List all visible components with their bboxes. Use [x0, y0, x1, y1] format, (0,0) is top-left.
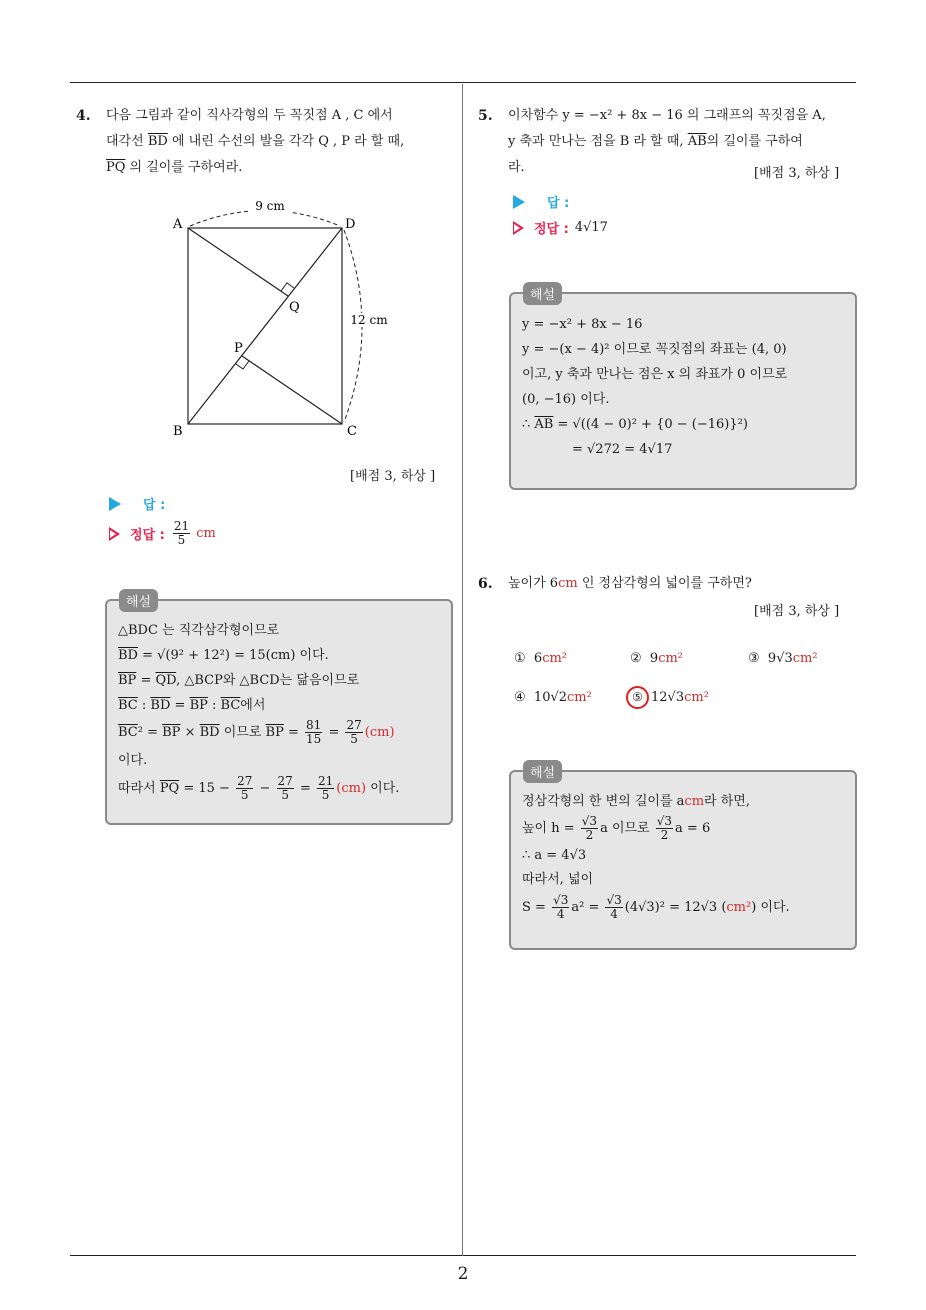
label-9cm: 9 cm — [255, 199, 285, 213]
q4-rectangle-figure — [165, 195, 395, 445]
choice-5-selected[interactable]: ⑤ 12√3cm² — [626, 686, 709, 709]
q6-question-text: 높이가 6cm 인 정삼각형의 넓이를 구하면? — [508, 576, 752, 591]
q6-solution-tag: 해설 — [523, 760, 562, 783]
q4-correct-label: 정답 : — [130, 528, 165, 543]
page-number: 2 — [457, 1264, 469, 1284]
q4-solution-tag: 해설 — [119, 589, 158, 612]
label-12cm: 12 cm — [350, 313, 388, 327]
q4-text-line3: $\overline{PQ}$ 의 길이를 구하여라. — [106, 160, 243, 175]
q5-answer-row — [513, 192, 569, 211]
q4-correct-value: $\frac{21}{5}$ cm — [173, 519, 216, 547]
label-p: P — [234, 341, 243, 356]
q5-solution-tag: 해설 — [523, 282, 562, 305]
perpendicular-aq — [188, 228, 288, 296]
q5-correct-label: 정답 : — [534, 222, 569, 237]
q4-text-line1: 다음 그림과 같이 직사각형의 두 꼭짓점 A , C 에서 — [106, 108, 393, 123]
q5-score: [배점 3, 하상 ] — [754, 166, 840, 181]
answer-arrow-icon — [513, 195, 525, 209]
q5-solution-text: y = −x² + 8x − 16 y = −(x − 4)² 이므로 꼭짓점의 좌표는 (4, 0) 이고, y 축과 만나는 점은 x 의 좌표가 0 이므로 (0, −16) 이다. ∴ $\overline{AB} = √((4 - 0)^2 + \{0 - (-16)\}^2)$ = √272 = 4√17 — [522, 317, 788, 457]
column-divider — [462, 84, 463, 1256]
q4-question-text — [106, 103, 456, 181]
segment-bd: $\overline{BD}$ — [147, 134, 168, 149]
q4-answer-row — [109, 494, 165, 513]
q5-text-line1: 이차함수 y = −x² + 8x − 16 의 그래프의 꼭짓점을 A, — [508, 108, 826, 123]
correct-arrow-icon — [513, 221, 524, 235]
bottom-rule — [70, 1255, 856, 1256]
q4-number: 4. — [76, 108, 91, 124]
q5-answer-label: 답 : — [547, 196, 570, 211]
q5-number: 5. — [478, 108, 493, 124]
top-rule — [70, 82, 856, 83]
segment-ab: $\overline{AB}$ — [687, 134, 707, 149]
label-b: B — [173, 424, 183, 439]
right-angle-p — [236, 361, 249, 369]
answer-arrow-icon — [109, 497, 121, 511]
choice-3[interactable]: ③ 9√3cm² — [748, 651, 818, 666]
diagonal-bd — [188, 228, 342, 424]
q5-text-line3: 라. — [508, 160, 525, 175]
label-q: Q — [289, 300, 300, 315]
q4-score: [배점 3, 하상 ] — [350, 469, 436, 484]
q4-correct-row — [109, 520, 216, 547]
q5-text-line2: y 축과 만나는 점을 B 라 할 때, $\overline{AB}$의 길이를 구하여 — [508, 134, 803, 149]
label-c: C — [347, 424, 357, 439]
label-d: D — [345, 217, 356, 232]
choice-2[interactable]: ② 9cm² — [630, 651, 684, 666]
q6-score: [배점 3, 하상 ] — [754, 604, 840, 619]
q4-answer-label: 답 : — [143, 498, 166, 513]
q6-solution-text: 정삼각형의 한 변의 길이를 acm라 하면, 높이 h = $\frac{√3}{2}$ a 이므로 $\frac{√3}{2}$ a = 6 ∴ a = 4√3 따라서, 넓이 S = $\frac{√3}{4}$ a² = $\frac{√3}{4}$ (4√3)² = 12√3 (cm²) 이다. — [522, 794, 790, 921]
choice-4[interactable]: ④ 10√2cm² — [514, 690, 592, 705]
segment-pq: $\overline{PQ}$ — [106, 160, 126, 175]
choice-1[interactable]: ① 6cm² — [514, 651, 568, 666]
right-angle-q — [281, 283, 294, 291]
correct-arrow-icon — [109, 527, 120, 541]
q5-correct-value: 4√17 — [574, 220, 608, 235]
q6-number: 6. — [478, 576, 493, 592]
q5-correct-row — [513, 218, 608, 237]
answer-circle-mark: ⑤ — [626, 686, 649, 709]
perpendicular-cp — [242, 356, 342, 424]
label-a: A — [173, 217, 183, 232]
q4-text-line2: 대각선 $\overline{BD}$ 에 내린 수선의 발을 각각 Q , P 라 할 때, — [106, 134, 405, 149]
q4-solution-text: △BDC 는 직각삼각형이므로 $\overline{BD} = √(9^2 + 12^2) = 15(cm)$ 이다. $\overline{BP} = \overline{QD}$, △BCP와 △BCD는 닮음이므로 $\overline{BC}$ : $\overline{BD} = \overline{BP}$ : $\overline{BC}$에서 $\overline{BC}^2 = \overline{BP} \times \overline{BD}$ 이므로 $\overline{BP}$ = $\frac{81}{15}$ = $\frac{27}{5}$ (cm) 이다. 따라서 $\overline{PQ} = 15$ − $\frac{27}{5}$ − $\frac{27}{5}$ = $\frac{21}{5}$ (cm) 이다. — [118, 623, 400, 802]
